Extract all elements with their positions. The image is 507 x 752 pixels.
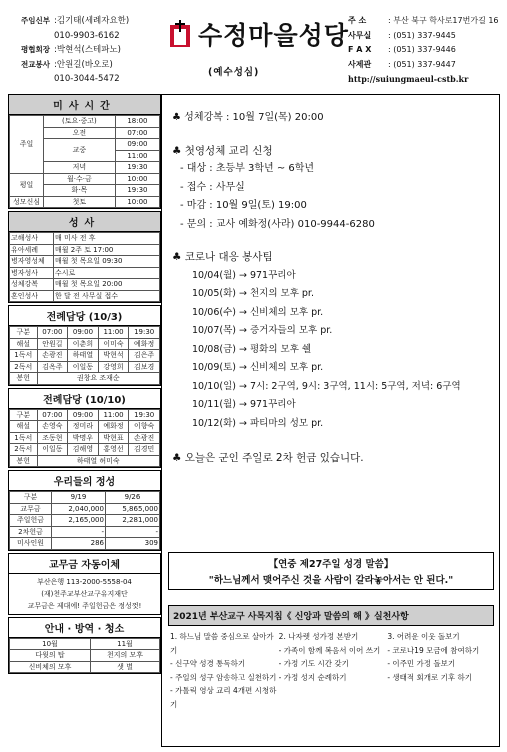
duty-cell: 김옥주 bbox=[37, 361, 68, 373]
duty-cell: 봉헌 bbox=[10, 373, 38, 385]
sacrament-name: 병자성사 bbox=[10, 267, 54, 279]
offering-cell: - bbox=[52, 526, 106, 538]
duty-cell: 손광진 bbox=[129, 432, 160, 444]
staff-role: 주임신부 bbox=[21, 16, 50, 25]
sacrament-time: 매월 첫 목요일 09:30 bbox=[54, 256, 160, 268]
duty-cell: 김보경 bbox=[129, 361, 160, 373]
scripture-title: 【연중 제27주일 성경 말씀】 bbox=[268, 559, 394, 570]
announcement-detail: - 접수 : 사무실 bbox=[180, 181, 245, 193]
contact-label: 사무실 bbox=[348, 30, 372, 40]
sacrament-name: 유아세례 bbox=[10, 244, 54, 256]
offering-table bbox=[9, 491, 160, 550]
contact-value: 부산 북구 학사로17번가길 16 bbox=[393, 16, 499, 25]
club-bullet-icon: ♣ bbox=[172, 251, 185, 263]
offering-cell: 309 bbox=[105, 538, 159, 550]
sacrament-time: 매월 2주 토 17:00 bbox=[54, 244, 160, 256]
plan-item: 3. 어려운 이웃 돌보기 bbox=[387, 632, 460, 641]
weekday-label: 평일 bbox=[10, 173, 44, 196]
announcement-title: 오늘은 군인 주일로 2차 헌금 있습니다. bbox=[184, 452, 364, 464]
volunteer-schedule: 10/10(일) → 7시: 2구역, 9시: 3구역, 11시: 5구역, 저녁: 6구역 bbox=[192, 380, 461, 392]
offering-cell: 교무금 bbox=[10, 503, 52, 515]
sacrament-box bbox=[8, 211, 161, 303]
duty-cell: 조동현 bbox=[37, 432, 68, 444]
mass-time: 18:00 bbox=[115, 116, 159, 128]
sacrament-time: 매 미사 전 후 bbox=[54, 233, 160, 245]
plan-item: - 가톨릭 영상 교리 4개편 시청하기 bbox=[170, 686, 277, 709]
plan-item: - 가족이 함께 복음서 이어 쓰기 bbox=[278, 645, 381, 655]
staff-role: 전교봉사 bbox=[21, 59, 50, 69]
volunteer-schedule: 10/07(목) → 증거자들의 모후 pr. bbox=[192, 325, 333, 336]
duty-cell: 박현석 bbox=[98, 350, 129, 362]
duty-head: 구분 bbox=[10, 327, 38, 339]
duty-head: 07:00 bbox=[37, 409, 68, 421]
announcement-detail: - 문의 : 교사 예화정(사라) 010-9944-6280 bbox=[180, 218, 375, 230]
plan-item: - 코로나19 모금에 참여하기 bbox=[387, 645, 480, 655]
duty-cell: 이일동 bbox=[37, 444, 68, 456]
offering-head: 9/26 bbox=[105, 492, 159, 504]
mass-slot: 첫토 bbox=[44, 196, 116, 208]
offering-head: 구분 bbox=[10, 492, 52, 504]
duty-head: 09:00 bbox=[68, 409, 99, 421]
mass-times-table bbox=[9, 115, 160, 208]
church-emblem-icon bbox=[168, 19, 194, 49]
plan-column bbox=[168, 630, 277, 711]
guide-cell: 샛 별 bbox=[90, 661, 159, 673]
duty-cell: 봉헌 bbox=[10, 455, 38, 467]
pastoral-plan-title: 2021년 부산교구 사목지침《 신앙과 말씀의 해 》실천사항 bbox=[168, 605, 494, 626]
duty-cell: 김해영 bbox=[68, 444, 99, 456]
announcements-panel bbox=[161, 94, 500, 747]
mass-time: 19:30 bbox=[115, 162, 159, 174]
duty-head: 19:30 bbox=[129, 409, 160, 421]
scripture-quote: "하느님께서 맺어주신 것을 사람이 갈라놓아서는 안 된다." bbox=[208, 575, 454, 586]
duty-cell: 예화정 bbox=[98, 421, 129, 433]
volunteer-schedule: 10/05(화) → 천지의 모후 pr. bbox=[192, 288, 314, 299]
contact-value: (051) 337-9446 bbox=[393, 45, 456, 54]
liturgy-duty-table bbox=[9, 326, 160, 385]
volunteer-schedule: 10/04(월) → 971꾸리아 bbox=[192, 269, 296, 281]
plan-item: 1. 하느님 말씀 중심으로 살아가기 bbox=[170, 632, 274, 655]
club-bullet-icon: ♣ bbox=[172, 144, 185, 157]
duty-head: 09:00 bbox=[68, 327, 99, 339]
duty-cell: 김경민 bbox=[129, 444, 160, 456]
transfer-box bbox=[8, 553, 161, 615]
offering-cell: 2,040,000 bbox=[52, 503, 106, 515]
plan-item: - 가정 성지 순례하기 bbox=[278, 672, 347, 682]
announcement-detail: - 마감 : 10월 9일(토) 19:00 bbox=[180, 200, 307, 211]
duty-cell: 해설 bbox=[10, 338, 38, 350]
plan-column bbox=[277, 630, 386, 711]
plan-item: - 생태적 회개로 기후 하기 bbox=[387, 672, 473, 682]
account-owner: (재)천주교부산교구유지재단 bbox=[41, 589, 128, 598]
guide-cell: 신비체의 모후 bbox=[10, 661, 91, 673]
duty-cell: 박현표 bbox=[98, 432, 129, 444]
offering-cell: 2,165,000 bbox=[52, 515, 106, 527]
sacrament-name: 성체강복 bbox=[10, 279, 54, 291]
offering-cell: 2차헌금 bbox=[10, 526, 52, 538]
contact-value: (051) 337-9447 bbox=[393, 59, 456, 69]
duty-head: 07:00 bbox=[37, 327, 68, 339]
duty-cell: 손영숙 bbox=[37, 421, 68, 433]
mass-slot: 저녁 bbox=[44, 162, 116, 174]
mass-time: 09:00 bbox=[115, 139, 159, 151]
sacrament-name: 병자영성체 bbox=[10, 256, 54, 268]
liturgy-duty-title: 전례담당 (10/3) bbox=[9, 306, 160, 326]
mass-time: 19:30 bbox=[115, 185, 159, 197]
contact-label: 주 소 bbox=[348, 16, 367, 25]
duty-cell: 하태열 허미숙 bbox=[37, 455, 159, 467]
transfer-note: 교무금은 제대에! 주일헌금은 정성껏! bbox=[27, 601, 142, 610]
mass-slot: 오전 bbox=[44, 127, 116, 139]
mass-time: 10:00 bbox=[115, 196, 159, 208]
offering-title: 우리들의 정성 bbox=[9, 471, 160, 491]
church-motto: (예수성심) bbox=[208, 67, 260, 78]
duty-cell: 안원길 bbox=[37, 338, 68, 350]
volunteer-schedule: 10/06(수) → 신비체의 모후 pr. bbox=[192, 306, 324, 318]
liturgy-duty-box-1 bbox=[8, 305, 161, 386]
duty-cell: 손광진 bbox=[37, 350, 68, 362]
duty-cell: 1독서 bbox=[10, 432, 38, 444]
sacrament-title: 성사 bbox=[9, 212, 160, 232]
guide-cell: 천지의 모후 bbox=[90, 650, 159, 662]
duty-head: 구분 bbox=[10, 409, 38, 421]
guide-head: 10월 bbox=[10, 638, 91, 650]
sacrament-table bbox=[9, 232, 160, 302]
announcement-detail: - 대상 : 초등부 3학년 ~ 6학년 bbox=[180, 163, 315, 174]
guide-box bbox=[8, 617, 161, 675]
club-bullet-icon: ♣ bbox=[172, 452, 185, 464]
duty-cell: 이춘희 bbox=[68, 338, 99, 350]
staff-name: 박현석(스테파노) bbox=[56, 45, 121, 55]
scripture-box bbox=[168, 552, 494, 590]
duty-cell: 강영희 bbox=[98, 361, 129, 373]
guide-cell: 다윗의 탑 bbox=[10, 650, 91, 662]
duty-cell: 권창요 조재순 bbox=[37, 373, 159, 385]
guide-head: 11월 bbox=[90, 638, 159, 650]
plan-item: - 신구약 성경 통독하기 bbox=[170, 659, 246, 668]
mass-time: 07:00 bbox=[115, 127, 159, 139]
duty-cell: 하태열 bbox=[68, 350, 99, 362]
mass-slot: 월·수·금 bbox=[44, 173, 116, 185]
liturgy-duty-title: 전례담당 (10/10) bbox=[9, 389, 160, 409]
duty-head: 19:30 bbox=[129, 327, 160, 339]
volunteer-schedule: 10/11(월) → 971꾸리아 bbox=[192, 399, 296, 410]
offering-cell: 주일헌금 bbox=[10, 515, 52, 527]
mass-slot: (토요·중고) bbox=[44, 116, 116, 128]
duty-cell: 1독서 bbox=[10, 350, 38, 362]
staff-phone: 010-9903-6162 bbox=[54, 30, 120, 41]
liturgy-duty-table bbox=[9, 409, 160, 468]
offering-head: 9/19 bbox=[52, 492, 106, 504]
plan-item: - 주일의 성구 암송하고 실천하기 bbox=[170, 672, 277, 682]
contact-label: 사제관 bbox=[348, 59, 372, 69]
duty-cell: 2독서 bbox=[10, 361, 38, 373]
plan-item: - 가정 기도 시간 갖기 bbox=[278, 659, 349, 668]
bank-account: 부산은행 113-2000-5558-04 bbox=[37, 577, 132, 586]
announcement-title: 코로나 대응 봉사팀 bbox=[184, 251, 273, 263]
offering-box bbox=[8, 470, 161, 551]
church-title: 수정마을성당 bbox=[198, 21, 349, 50]
duty-cell: 홍영선 bbox=[98, 444, 129, 456]
holy-label: 성모신심 bbox=[10, 196, 44, 208]
contact-label: F A X bbox=[348, 45, 372, 54]
plan-item: 2. 나자렛 성가정 본받기 bbox=[278, 632, 359, 641]
sacrament-time: 한 달 전 사무실 접수 bbox=[54, 290, 160, 302]
contact-info: 주 소 : 부산 북구 학사로17번가길 16 사무실 : (051) 337-9445 F A X : (051) 337-9446 사제관 : (051) 337-9447 http://suiungmaeul-cstb.kr bbox=[348, 14, 499, 87]
church-logo bbox=[168, 16, 349, 52]
announcements bbox=[162, 95, 499, 468]
mass-times-box bbox=[8, 94, 161, 209]
sacrament-name: 고해성사 bbox=[10, 233, 54, 245]
offering-cell: 미사인원 bbox=[10, 538, 52, 550]
sunday-label: 주일 bbox=[10, 116, 44, 174]
sacrament-time: 수시로 bbox=[54, 267, 160, 279]
pastoral-plan bbox=[168, 605, 494, 711]
duty-cell: 김은주 bbox=[129, 350, 160, 362]
volunteer-schedule: 10/09(토) → 신비체의 모후 pr. bbox=[192, 362, 324, 373]
staff-phone: 010-3044-5472 bbox=[54, 74, 120, 84]
sacrament-name: 혼인성사 bbox=[10, 290, 54, 302]
offering-cell: 5,865,000 bbox=[105, 503, 159, 515]
contact-value: (051) 337-9445 bbox=[393, 30, 456, 40]
volunteer-schedule: 10/08(금) → 평화의 모후 쉘 bbox=[192, 343, 312, 355]
mass-slot: 화·목 bbox=[44, 185, 116, 197]
volunteer-schedule: 10/12(화) → 파티마의 성모 pr. bbox=[192, 417, 324, 429]
liturgy-duty-box-2 bbox=[8, 388, 161, 469]
offering-cell: - bbox=[105, 526, 159, 538]
announcement-title: 성체강복 : 10월 7일(목) 20:00 bbox=[184, 112, 324, 123]
sacrament-time: 매월 첫 목요일 20:00 bbox=[54, 279, 160, 291]
duty-cell: 예화정 bbox=[129, 338, 160, 350]
plan-item: - 이주민 가정 돌보기 bbox=[387, 659, 456, 668]
announcement-title: 첫영성체 교리 신청 bbox=[184, 144, 273, 157]
duty-cell: 박명우 bbox=[68, 432, 99, 444]
duty-head: 11:00 bbox=[98, 327, 129, 339]
staff-list: 주임신부 : 김기태(세례자요한) 010-9903-6162 평협회장 : 박현석(스테파노) 전교봉사 : 안원길(바오로) 010-3044-5472 bbox=[10, 14, 180, 87]
mass-slot: 교중 bbox=[44, 139, 116, 162]
website-link[interactable]: http://suiungmaeul-cstb.kr bbox=[348, 74, 469, 84]
duty-cell: 이미숙 bbox=[98, 338, 129, 350]
guide-title: 안내 · 방역 · 청소 bbox=[9, 618, 160, 638]
transfer-title: 교무금 자동이체 bbox=[9, 554, 160, 574]
staff-name: 김기태(세례자요한) bbox=[56, 16, 130, 26]
left-column bbox=[8, 94, 161, 676]
plan-column bbox=[385, 630, 494, 711]
staff-role: 평협회장 bbox=[21, 45, 50, 54]
club-bullet-icon: ♣ bbox=[172, 112, 185, 123]
staff-name: 안원길(바오로) bbox=[56, 59, 113, 70]
duty-cell: 정미라 bbox=[68, 421, 99, 433]
offering-cell: 2,281,000 bbox=[105, 515, 159, 527]
duty-head: 11:00 bbox=[98, 409, 129, 421]
mass-times-title: 미사시간 bbox=[9, 95, 160, 115]
duty-cell: 이일동 bbox=[68, 361, 99, 373]
guide-table bbox=[9, 638, 160, 674]
bulletin-header bbox=[8, 6, 500, 92]
mass-time: 11:00 bbox=[115, 150, 159, 162]
mass-time: 10:00 bbox=[115, 173, 159, 185]
duty-cell: 2독서 bbox=[10, 444, 38, 456]
offering-cell: 286 bbox=[52, 538, 106, 550]
duty-cell: 해설 bbox=[10, 421, 38, 433]
duty-cell: 이향숙 bbox=[129, 421, 160, 433]
